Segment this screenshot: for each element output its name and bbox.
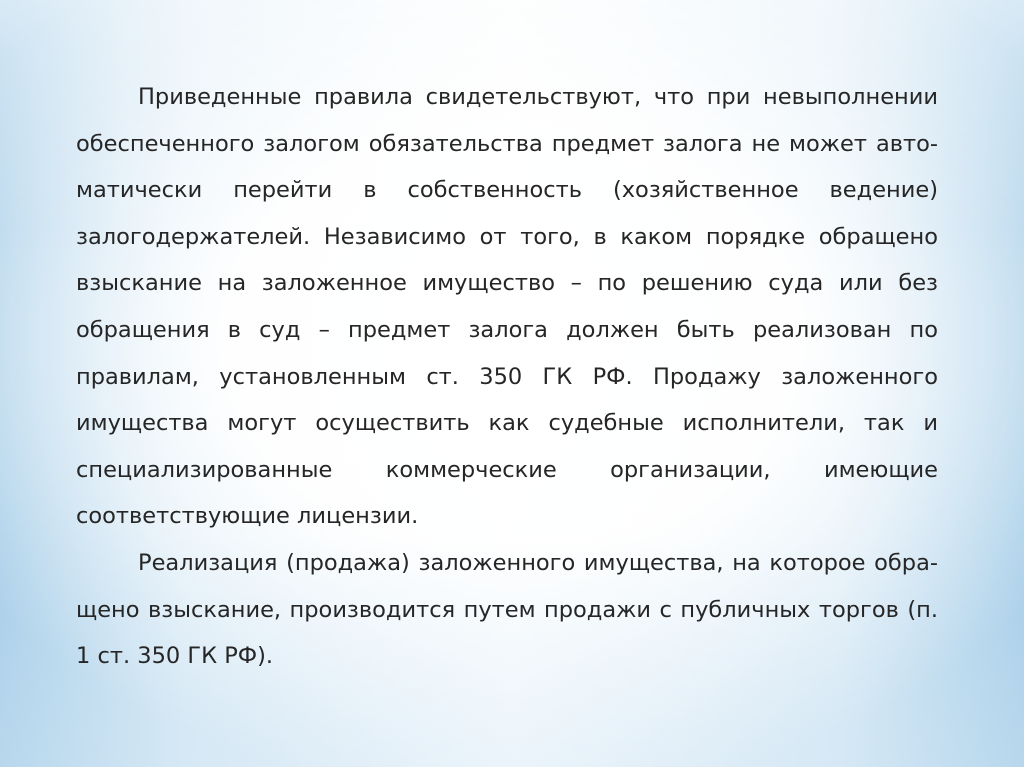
text-line: обеспеченного залогом обязательства предмет залога не может авто-	[76, 130, 938, 157]
text-line: матически перейти в собственность (хозяйственное ведение)	[76, 177, 938, 204]
text-line: правилам, установленным ст. 350 ГК РФ. Продажу заложенного	[76, 363, 938, 390]
paragraph-1	[76, 74, 938, 540]
text-line: соответствующие лицензии.	[76, 503, 419, 530]
text-line: щено взыскание, производится путем продажи с публичных торгов (п.	[76, 596, 938, 623]
text-line: залогодержателей. Независимо от того, в каком порядке обращено	[76, 223, 938, 250]
paragraph-2	[76, 540, 938, 680]
text-line: специализированные коммерческие организации, имеющие	[76, 456, 938, 483]
text-line: Приведенные правила свидетельствуют, что при невыполнении	[138, 84, 938, 110]
text-line: обращения в суд – предмет залога должен быть реализован по	[76, 316, 938, 343]
text-line: Реализация (продажа) заложенного имущества, на которое обра-	[138, 549, 938, 576]
slide-text	[76, 74, 938, 680]
text-line: имущества могут осуществить как судебные исполнители, так и	[76, 410, 938, 437]
text-line: взыскание на заложенное имущество – по решению суда или без	[76, 270, 938, 297]
text-line: 1 ст. 350 ГК РФ).	[76, 643, 274, 670]
